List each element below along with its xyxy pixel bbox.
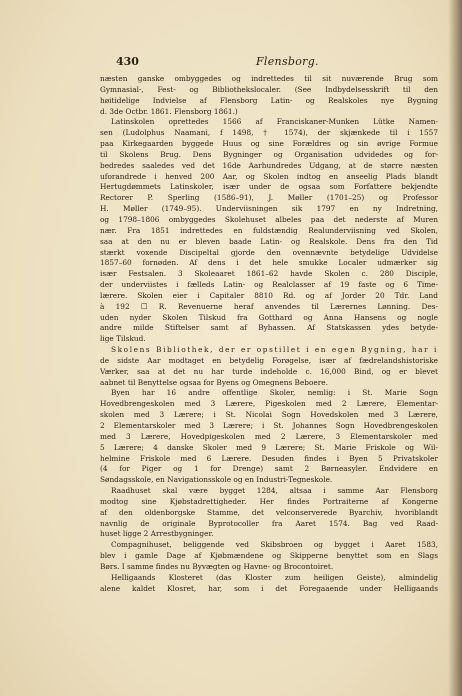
text-line: uforandrede i henved 200 Aar, og Skolen indtog en anseelig Plads blandt (100, 171, 438, 181)
text-line: Rectorer P. Sperling (1586–91), J. Møller (1701–25) og Professor (100, 193, 438, 203)
text-line: høitidelige Indvielse af Flensborg Latin- og Realskoles nye Bygning (100, 95, 438, 105)
text-line: der underviistes i fælleds Latin- og Realclasser af 19 faste og 6 Time- (100, 280, 438, 290)
book-spine-shadow (448, 0, 462, 696)
text-line: Hovedbrengeskolen med 3 Lærere, Pigeskolen med 2 Lærere, Elementar- (100, 399, 438, 409)
text-line: Børs. I samme findes nu Byvægten og Havne- og Brocontoiret. (100, 561, 334, 571)
text-line: sen (Ludolphus Naamani, f 1498, † 1574), der skjænkede til i 1557 (100, 128, 438, 138)
text-line: stærkt voxende Discipeltal gjorde den ovennævnte betydelige Udvidelse (100, 247, 438, 257)
text-line: Gymnasial-, Fest- og Bibliothekslocaler. (See Indbydelsesskrift til den (100, 84, 438, 94)
text-line: de sidste Aar modtaget en betydelig Forøgelse, især af fædrelandshistoriske (100, 355, 438, 365)
body-text (100, 74, 438, 595)
text-line: Hertugdømmets Latinskoler, især under de ogsaa som Forfattere bekjendte (100, 182, 438, 192)
text-line: af den oldenborgske Stamme, det velconserverede Byarchiv, hvoriblandt (100, 507, 438, 517)
text-line: modtog sine Kjøbstadrettigheder. Her findes Portraiterne af Kongerne (100, 496, 438, 506)
text-line: 5 Lærere; 4 danske Skoler med 9 Lærere; St. Marie Friskole og Wil- (100, 442, 438, 452)
text-line: 1857–60 fornøden. Af dens i det hele smukke Localer udmærker sig (100, 258, 438, 268)
text-line: og 1798–1806 ombyggedes Skolehuset albeles paa det nederste af Muren (100, 214, 438, 224)
text-line: Byen har 16 andre offentlige Skoler, nemlig: i St. Marie Sogn (111, 388, 438, 398)
text-line: aabnet til Benyttelse ogsaa for Byens og Omegnens Beboere. (100, 377, 328, 387)
text-line: saa at den nu er bleven baade Latin- og Realskole. Dens fra den Tid (100, 236, 438, 246)
text-line: lige Tilskud. (100, 334, 146, 344)
text-line: skolen med 3 Lærere; i St. Nicolai Sogn Hovedskolen med 3 Lærere, (100, 410, 438, 420)
text-line: til Skolens Brug. Dens Bygninger og Organisation udvidedes og for- (100, 149, 438, 159)
page-number: 430 (116, 55, 139, 68)
text-line: huset ligge 2 Arrestbygninger. (100, 529, 214, 539)
text-line: næsten ganske ombyggedes og indrettedes til sit nuværende Brug som (100, 74, 438, 83)
text-line: navnlig de originale Byprotocoller fra Aaret 1574. Bag ved Raad- (100, 518, 438, 528)
text-line: andre milde Stiftelser samt af Byhassen. Af Statskassen ydes betyde- (100, 323, 438, 333)
text-line: alene kaldet Klosret, har, som i det Foregaaende under Helligaands (100, 583, 438, 593)
text-line: især Festsalen. 3 Skoleaaret 1861–62 havde Skolen c. 280 Disciple, (100, 269, 438, 279)
text-line: blev i gamle Dage af Kjøbmændene og Skipperne benyttet som en Slags (100, 551, 438, 561)
text-line: d. 3de Octbr. 1861. Flensborg 1861.) (100, 106, 238, 116)
text-line: bedredes saaledes ved det 16de Aarhundredes Udgang, at de større næsten (100, 160, 438, 170)
running-title: Flensborg. (256, 55, 319, 68)
text-line: Søndagsskole, en Navigationsskole og en Industri-Tegneskole. (100, 475, 333, 485)
text-line: 2 Elementarskoler med 3 Lærere; i St. Johannes Sogn Hovedbrengeskolen (100, 421, 438, 430)
text-line: Værker, saa at det nu har turde indeholde c. 16,000 Bind, og er blevet (100, 366, 438, 376)
text-line: helmine Friskole med 6 Lærere. Desuden findes i Byen 5 Privatskoler (100, 453, 438, 463)
text-line: nær. Fra 1851 indrettedes en fuldstændig Realunderviisning ved Skolen, (100, 225, 438, 235)
text-line: Compagnihuset, beliggende ved Skibsbroen og bygget i Aaret 1583, (111, 540, 438, 550)
text-line: Raadhuset skal være bygget 1284, altsaa i samme Aar Flensborg (111, 486, 438, 496)
text-line: H. Møller (1749–95). Underviisningen sik 1797 en ny Indretning, (100, 204, 438, 214)
page-header (116, 54, 426, 70)
text-line: uden nyder Skolen Tilskud fra Gotthard og Anna Hansens og nogle (100, 312, 438, 322)
text-line: Latinskolen oprettedes 1566 af Franciskaner-Munken Lütke Namen- (111, 117, 438, 127)
text-line: à 192 ☐ R. Revenuerne heraf anvendes til Lærernes Lønning. Des- (100, 301, 438, 311)
text-line: Helligaands Klosteret (das Kloster zum heiligen Geiste), almindelig (111, 572, 438, 582)
text-line: paa Kirkegaarden byggede Huus og sine Forældres og sin øvrige Formue (100, 139, 438, 149)
text-line: med 3 Lærere, Hovedpigeskolen med 2 Lærere, 3 Elementarskoler med (100, 431, 438, 441)
text-line: Skolens Bibliothek, der er opstillet i en egen Bygning, har i (111, 345, 438, 355)
text-line: (4 for Piger og 1 for Drenge) samt 2 Børneasyler. Endvidere en (100, 464, 438, 474)
text-line: lærere. Skolen eier i Capitaler 8810 Rd. og af Jorder 20 Tdr. Land (100, 290, 438, 300)
